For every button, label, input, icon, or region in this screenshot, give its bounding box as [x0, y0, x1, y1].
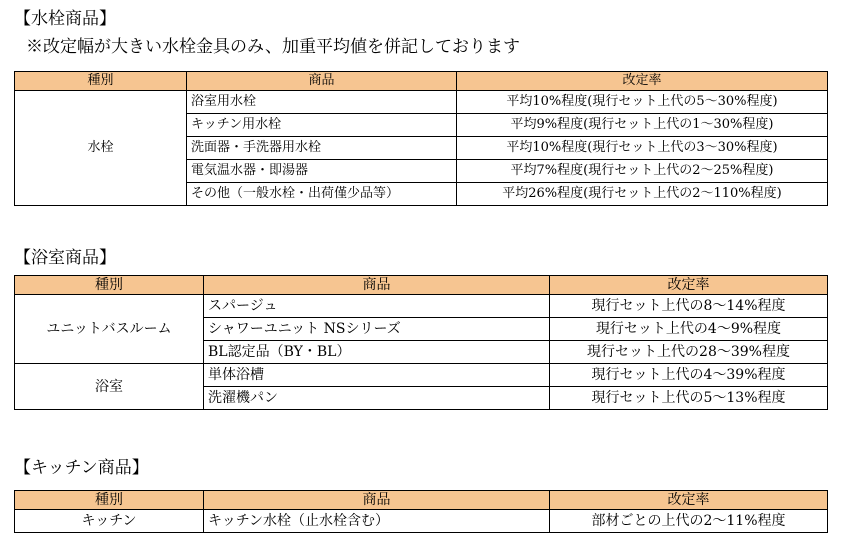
rate-cell: 平均10%程度(現行セット上代の3～30%程度) [457, 137, 828, 160]
header-product: 商品 [204, 491, 550, 510]
rate-cell: 現行セット上代の4～39%程度 [550, 364, 828, 387]
kitchen-section-title: 【キッチン商品】 [14, 458, 149, 478]
bath-table-header [15, 276, 828, 295]
header-rate: 改定率 [457, 72, 828, 91]
product-cell: 単体浴槽 [204, 364, 550, 387]
bath-table [14, 275, 828, 410]
table-row [15, 295, 828, 318]
bath-section-title: 【浴室商品】 [14, 248, 116, 268]
product-cell: 洗濯機パン [204, 387, 550, 410]
header-category: 種別 [15, 72, 187, 91]
table-row [15, 364, 828, 387]
category-cell: 水栓 [15, 91, 187, 206]
header-product: 商品 [204, 276, 550, 295]
kitchen-table [14, 490, 828, 533]
header-product: 商品 [187, 72, 457, 91]
product-cell: 浴室用水栓 [187, 91, 457, 114]
product-cell: 洗面器・手洗器用水栓 [187, 137, 457, 160]
product-cell: キッチン水栓（止水栓含む） [204, 510, 550, 533]
kitchen-table-header [15, 491, 828, 510]
rate-cell: 現行セット上代の8～14%程度 [550, 295, 828, 318]
header-category: 種別 [15, 491, 204, 510]
header-category: 種別 [15, 276, 204, 295]
rate-cell: 平均26%程度(現行セット上代の2～110%程度) [457, 183, 828, 206]
header-rate: 改定率 [550, 276, 828, 295]
rate-cell: 現行セット上代の5～13%程度 [550, 387, 828, 410]
table-row [15, 510, 828, 533]
category-cell: キッチン [15, 510, 204, 533]
rate-cell: 部材ごとの上代の2～11%程度 [550, 510, 828, 533]
rate-cell: 現行セット上代の28～39%程度 [550, 341, 828, 364]
faucet-section-note: ※改定幅が大きい水栓金具のみ、加重平均値を併記しております [26, 37, 521, 57]
faucet-table [14, 71, 828, 206]
rate-cell: 現行セット上代の4～9%程度 [550, 318, 828, 341]
header-rate: 改定率 [550, 491, 828, 510]
rate-cell: 平均10%程度(現行セット上代の5～30%程度) [457, 91, 828, 114]
rate-cell: 平均9%程度(現行セット上代の1～30%程度) [457, 114, 828, 137]
faucet-section-title: 【水栓商品】 [14, 9, 116, 29]
product-cell: シャワーユニット NSシリーズ [204, 318, 550, 341]
rate-cell: 平均7%程度(現行セット上代の2～25%程度) [457, 160, 828, 183]
table-row [15, 91, 828, 114]
faucet-table-header [15, 72, 828, 91]
product-cell: スパージュ [204, 295, 550, 318]
product-cell: キッチン用水栓 [187, 114, 457, 137]
product-cell: 電気温水器・即湯器 [187, 160, 457, 183]
category-cell: ユニットバスルーム [15, 295, 204, 364]
category-cell: 浴室 [15, 364, 204, 410]
product-cell: BL認定品（BY・BL） [204, 341, 550, 364]
product-cell: その他（一般水栓・出荷僅少品等） [187, 183, 457, 206]
